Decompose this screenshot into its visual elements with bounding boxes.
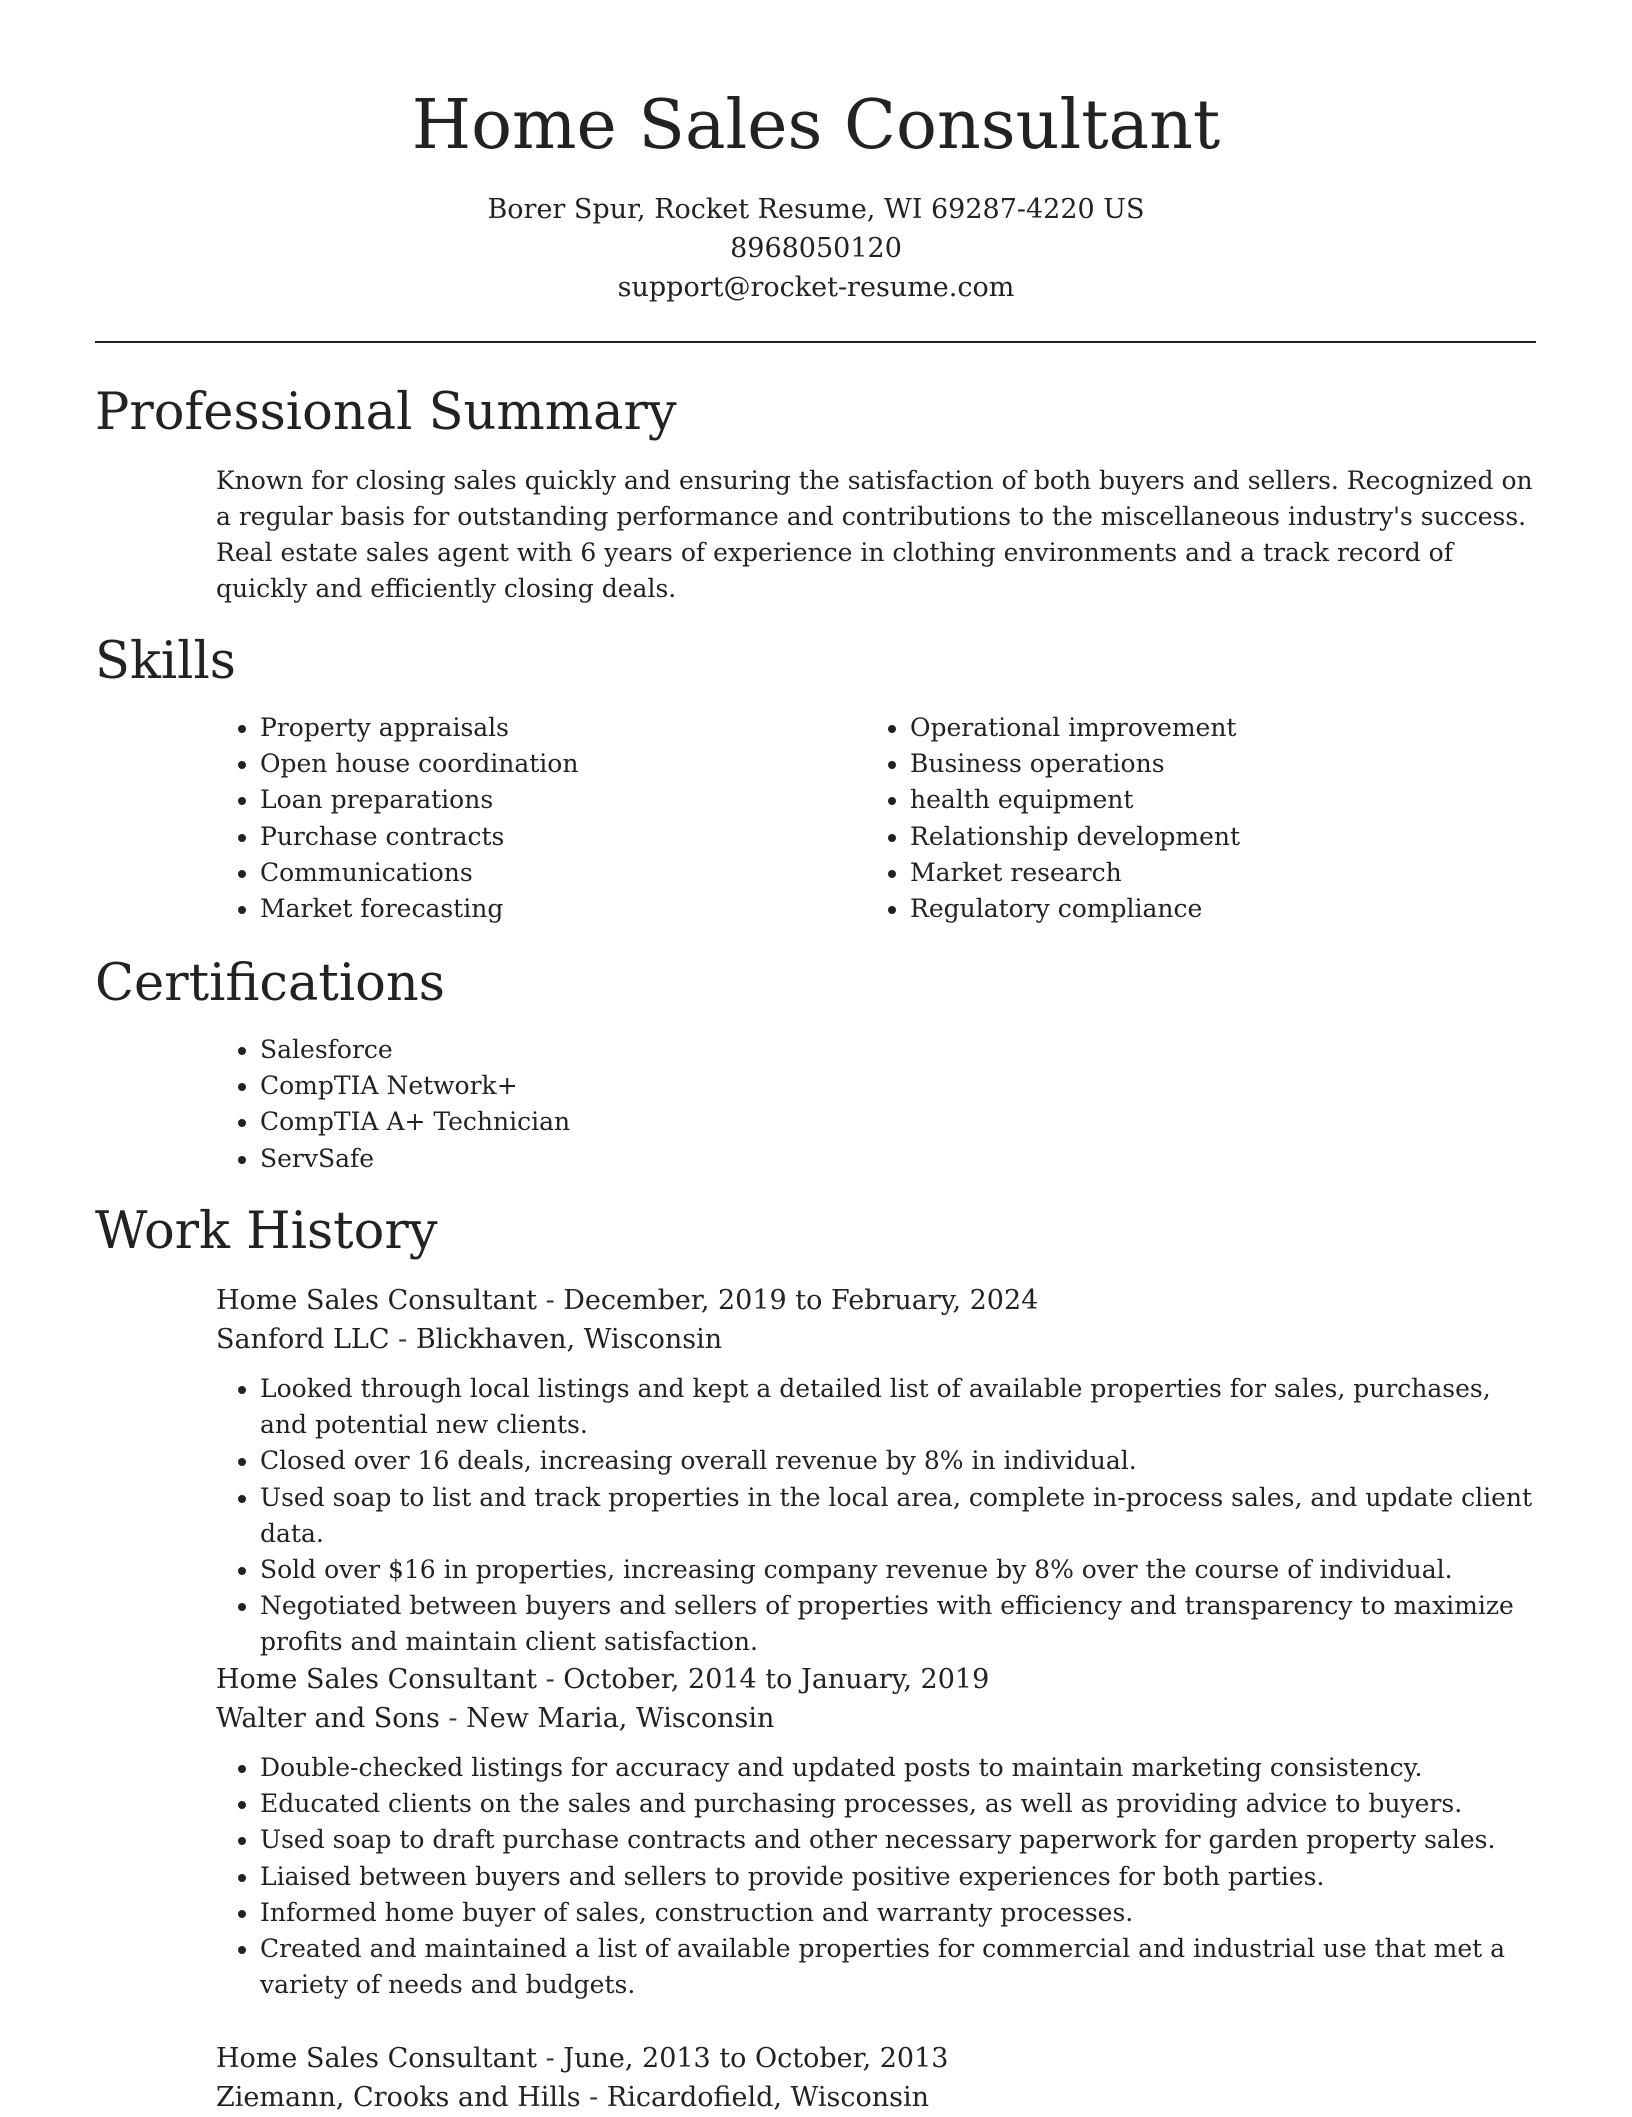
job-entry [216,1660,1536,2003]
skill-item: • Market forecasting [260,891,816,927]
job-location: Ricardofield, Wisconsin [606,2082,929,2113]
job-duty: • Created and maintained a list of available properties for commercial and industrial use that met a variety of needs and budgets. [260,1931,1536,2003]
job-company-line [216,1699,1536,1738]
job-company: Walter and Sons [216,1703,440,1734]
job-dates: December, 2019 to February, 2024 [563,1285,1039,1316]
summary-text: Known for closing sales quickly and ensuring the satisfaction of both buyers and sellers. Recognized on a regular basis for outstanding performance and contributions to the miscellaneous industry's success. Real estate sales agent with 6 years of experience in clothing environments and a track record of quickly and efficiently closing deals. [216,466,1533,603]
job-duty: • Liaised between buyers and sellers to provide positive experiences for both parties. [260,1859,1536,1895]
job-duties [216,1750,1536,2003]
job-company: Sanford LLC [216,1324,390,1355]
job-duties [216,1371,1536,1661]
job-dates: June, 2013 to October, 2013 [563,2043,949,2074]
skill-item: • Property appraisals [260,710,816,746]
job-separator: - [536,1664,564,1695]
certification-item: • CompTIA A+ Technician [260,1104,916,1140]
skill-item: • Communications [260,855,816,891]
skill-item: • Relationship development [910,819,1536,855]
skill-item: • Open house coordination [260,746,816,782]
work-history-heading: Work History [95,1202,438,1261]
job-location: Blickhaven, Wisconsin [415,1324,723,1355]
job-title: Home Sales Consultant [216,1285,537,1316]
job-title-line [216,2039,1536,2078]
job-title-line [216,1281,1536,1320]
skill-item: • Regulatory compliance [910,891,1536,927]
certification-item: • ServSafe [260,1141,916,1177]
job-title: Home Sales Consultant [216,1664,537,1695]
contact-email: support@rocket-resume.com [617,272,1015,303]
job-duty: • Educated clients on the sales and purchasing processes, as well as providing advice to buyers. [260,1786,1536,1822]
certifications-list [216,1032,916,1177]
job-company-line [216,2078,1536,2117]
contact-block [0,190,1632,307]
skill-item: • health equipment [910,782,1536,818]
job-entry [216,2039,1536,2117]
job-separator: - [536,2043,564,2074]
job-duty: • Looked through local listings and kept a detailed list of available properties for sales, purchases, and potential new clients. [260,1371,1536,1443]
job-entry [216,1281,1536,1661]
contact-address: Borer Spur, Rocket Resume, WI 69287-4220 US [487,194,1145,225]
skills-column-right [866,710,1536,927]
summary-heading: Professional Summary [95,383,677,442]
job-duty: • Used soap to draft purchase contracts and other necessary paperwork for garden property sales. [260,1822,1536,1858]
job-duty: • Used soap to list and track properties in the local area, complete in-process sales, and update client data. [260,1480,1536,1552]
job-title: Home Sales Consultant [216,2043,537,2074]
job-duty: • Sold over $16 in properties, increasing company revenue by 8% over the course of individual. [260,1552,1536,1588]
certifications-heading: Certifications [95,954,445,1013]
job-company-line [216,1320,1536,1359]
job-duty: • Negotiated between buyers and sellers of properties with efficiency and transparency to maximize profits and maintain client satisfaction. [260,1588,1536,1660]
job-separator: - [389,1324,416,1355]
contact-phone: 8968050120 [730,233,902,264]
job-company: Ziemann, Crooks and Hills [216,2082,581,2113]
job-duty: • Double-checked listings for accuracy and updated posts to maintain marketing consistency. [260,1750,1536,1786]
skill-item: • Operational improvement [910,710,1536,746]
candidate-name: Home Sales Consultant [411,86,1221,165]
skills-heading: Skills [95,632,236,691]
job-separator: - [536,1285,564,1316]
skill-item: • Market research [910,855,1536,891]
job-dates: October, 2014 to January, 2019 [563,1664,990,1695]
skills-column-left [216,710,816,927]
skill-item: • Purchase contracts [260,819,816,855]
skill-item: • Business operations [910,746,1536,782]
job-title-line [216,1660,1536,1699]
certification-item: • CompTIA Network+ [260,1068,916,1104]
job-duty: • Informed home buyer of sales, construction and warranty processes. [260,1895,1536,1931]
skill-item: • Loan preparations [260,782,816,818]
job-separator: - [580,2082,607,2113]
job-duty: • Closed over 16 deals, increasing overall revenue by 8% in individual. [260,1443,1536,1479]
job-location: New Maria, Wisconsin [466,1703,775,1734]
job-separator: - [439,1703,467,1734]
header-divider [95,341,1536,343]
certification-item: • Salesforce [260,1032,916,1068]
